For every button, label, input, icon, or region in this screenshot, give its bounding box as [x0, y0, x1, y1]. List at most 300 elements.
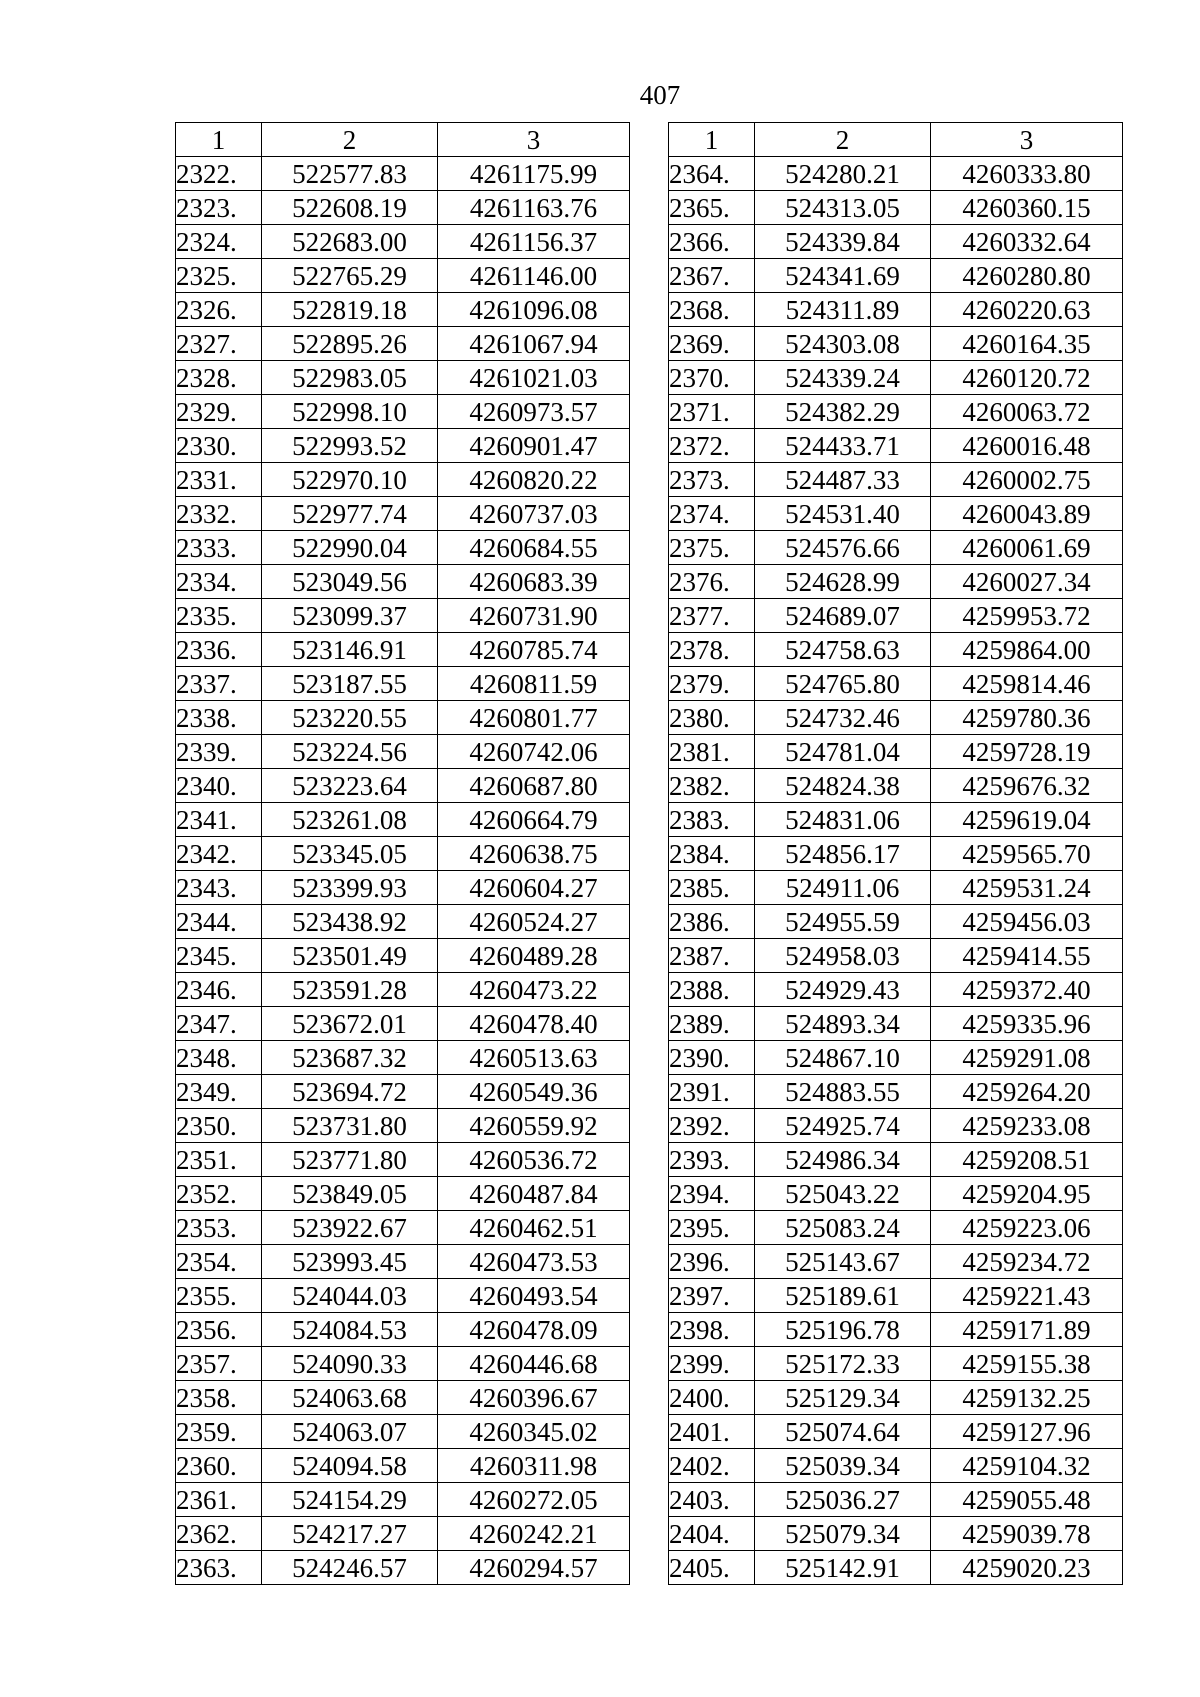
coordinate-y: 4260242.21: [438, 1517, 630, 1551]
table-row: [176, 1415, 630, 1449]
coordinate-x: 524154.29: [262, 1483, 438, 1517]
coordinate-y: 4260683.39: [438, 565, 630, 599]
table-row: [176, 837, 630, 871]
coordinate-x: 523345.05: [262, 837, 438, 871]
table-row: [176, 361, 630, 395]
coordinate-y: 4260462.51: [438, 1211, 630, 1245]
coordinate-y: 4259234.72: [931, 1245, 1123, 1279]
coordinate-y: 4259208.51: [931, 1143, 1123, 1177]
coordinate-y: 4260333.80: [931, 157, 1123, 191]
coordinate-x: 525036.27: [755, 1483, 931, 1517]
point-number: 2394.: [669, 1177, 755, 1211]
coordinate-y: 4259223.06: [931, 1211, 1123, 1245]
coordinate-x: 525142.91: [755, 1551, 931, 1585]
coordinate-y: 4260559.92: [438, 1109, 630, 1143]
point-number: 2363.: [176, 1551, 262, 1585]
coordinate-y: 4259132.25: [931, 1381, 1123, 1415]
table-row: [669, 361, 1123, 395]
coordinate-x: 523220.55: [262, 701, 438, 735]
table-row: [176, 1143, 630, 1177]
coordinate-x: 524781.04: [755, 735, 931, 769]
point-number: 2331.: [176, 463, 262, 497]
table-row: [176, 973, 630, 1007]
coordinate-y: 4260493.54: [438, 1279, 630, 1313]
coordinate-x: 525129.34: [755, 1381, 931, 1415]
coordinate-y: 4259676.32: [931, 769, 1123, 803]
coordinate-y: 4260638.75: [438, 837, 630, 871]
table-row: [176, 939, 630, 973]
coordinate-y: 4259953.72: [931, 599, 1123, 633]
coordinate-y: 4259233.08: [931, 1109, 1123, 1143]
coordinate-x: 524433.71: [755, 429, 931, 463]
coordinate-y: 4261156.37: [438, 225, 630, 259]
coordinate-x: 524313.05: [755, 191, 931, 225]
coordinate-x: 522998.10: [262, 395, 438, 429]
point-number: 2336.: [176, 633, 262, 667]
coordinate-y: 4260446.68: [438, 1347, 630, 1381]
table-row: [176, 225, 630, 259]
coordinate-y: 4259055.48: [931, 1483, 1123, 1517]
table-row: [669, 973, 1123, 1007]
header-col-1: 1: [669, 123, 755, 157]
coordinate-x: 525039.34: [755, 1449, 931, 1483]
point-number: 2361.: [176, 1483, 262, 1517]
coordinate-x: 524732.46: [755, 701, 931, 735]
coordinates-table-left: [175, 122, 630, 1585]
table-row: [176, 1041, 630, 1075]
coordinate-y: 4260332.64: [931, 225, 1123, 259]
coordinate-x: 522608.19: [262, 191, 438, 225]
coordinate-x: 523501.49: [262, 939, 438, 973]
point-number: 2380.: [669, 701, 755, 735]
coordinate-y: 4259728.19: [931, 735, 1123, 769]
coordinate-y: 4260345.02: [438, 1415, 630, 1449]
coordinate-y: 4260737.03: [438, 497, 630, 531]
coordinate-x: 524311.89: [755, 293, 931, 327]
coordinate-y: 4259127.96: [931, 1415, 1123, 1449]
header-col-2: 2: [755, 123, 931, 157]
coordinate-x: 524531.40: [755, 497, 931, 531]
coordinate-y: 4260478.40: [438, 1007, 630, 1041]
coordinate-y: 4259221.43: [931, 1279, 1123, 1313]
point-number: 2382.: [669, 769, 755, 803]
coordinate-x: 524576.66: [755, 531, 931, 565]
coordinate-y: 4259565.70: [931, 837, 1123, 871]
coordinate-y: 4260973.57: [438, 395, 630, 429]
point-number: 2405.: [669, 1551, 755, 1585]
table-row: [176, 803, 630, 837]
coordinate-x: 524911.06: [755, 871, 931, 905]
coordinate-x: 524958.03: [755, 939, 931, 973]
table-row: [176, 293, 630, 327]
table-row: [669, 837, 1123, 871]
table-row: [176, 905, 630, 939]
table-row: [176, 1517, 630, 1551]
table-row: [176, 1449, 630, 1483]
coordinate-x: 524628.99: [755, 565, 931, 599]
coordinate-y: 4260664.79: [438, 803, 630, 837]
coordinate-x: 524824.38: [755, 769, 931, 803]
coordinate-y: 4261163.76: [438, 191, 630, 225]
point-number: 2381.: [669, 735, 755, 769]
coordinate-x: 523099.37: [262, 599, 438, 633]
table-row: [669, 1143, 1123, 1177]
point-number: 2327.: [176, 327, 262, 361]
coordinate-y: 4260742.06: [438, 735, 630, 769]
table-row: [669, 1347, 1123, 1381]
coordinate-y: 4260272.05: [438, 1483, 630, 1517]
point-number: 2384.: [669, 837, 755, 871]
coordinate-y: 4260820.22: [438, 463, 630, 497]
point-number: 2340.: [176, 769, 262, 803]
point-number: 2398.: [669, 1313, 755, 1347]
table-row: [669, 1211, 1123, 1245]
table-row: [176, 1211, 630, 1245]
point-number: 2370.: [669, 361, 755, 395]
coordinate-x: 524339.84: [755, 225, 931, 259]
coordinate-x: 524339.24: [755, 361, 931, 395]
point-number: 2347.: [176, 1007, 262, 1041]
coordinate-y: 4259171.89: [931, 1313, 1123, 1347]
coordinate-y: 4259372.40: [931, 973, 1123, 1007]
table-row: [669, 1551, 1123, 1585]
table-header-row: [176, 123, 630, 157]
coordinate-y: 4260280.80: [931, 259, 1123, 293]
coordinate-x: 524689.07: [755, 599, 931, 633]
coordinate-x: 522895.26: [262, 327, 438, 361]
coordinate-x: 524893.34: [755, 1007, 931, 1041]
point-number: 2373.: [669, 463, 755, 497]
point-number: 2375.: [669, 531, 755, 565]
coordinate-x: 524341.69: [755, 259, 931, 293]
page-number: 407: [639, 80, 681, 110]
table-row: [176, 531, 630, 565]
point-number: 2354.: [176, 1245, 262, 1279]
table-row: [176, 1313, 630, 1347]
coordinate-x: 524487.33: [755, 463, 931, 497]
header-col-3: 3: [931, 123, 1123, 157]
coordinate-y: 4259864.00: [931, 633, 1123, 667]
table-row: [669, 463, 1123, 497]
table-row: [669, 735, 1123, 769]
coordinate-x: 525074.64: [755, 1415, 931, 1449]
coordinate-y: 4260487.84: [438, 1177, 630, 1211]
table-row: [669, 769, 1123, 803]
coordinate-y: 4259264.20: [931, 1075, 1123, 1109]
coordinate-y: 4259155.38: [931, 1347, 1123, 1381]
coordinate-x: 524883.55: [755, 1075, 931, 1109]
coordinates-table-right: [668, 122, 1123, 1585]
coordinate-y: 4260120.72: [931, 361, 1123, 395]
table-row: [669, 1041, 1123, 1075]
point-number: 2371.: [669, 395, 755, 429]
point-number: 2390.: [669, 1041, 755, 1075]
coordinate-x: 524831.06: [755, 803, 931, 837]
coordinate-y: 4259456.03: [931, 905, 1123, 939]
coordinate-x: 523993.45: [262, 1245, 438, 1279]
coordinate-x: 523187.55: [262, 667, 438, 701]
coordinate-x: 523261.08: [262, 803, 438, 837]
table-row: [176, 769, 630, 803]
table-row: [176, 1347, 630, 1381]
coordinate-y: 4261146.00: [438, 259, 630, 293]
point-number: 2344.: [176, 905, 262, 939]
coordinate-x: 524063.07: [262, 1415, 438, 1449]
point-number: 2399.: [669, 1347, 755, 1381]
table-row: [176, 565, 630, 599]
coordinate-y: 4260016.48: [931, 429, 1123, 463]
coordinate-y: 4259104.32: [931, 1449, 1123, 1483]
coordinate-x: 522577.83: [262, 157, 438, 191]
coordinate-y: 4259039.78: [931, 1517, 1123, 1551]
coordinate-y: 4259414.55: [931, 939, 1123, 973]
point-number: 2393.: [669, 1143, 755, 1177]
coordinate-y: 4260473.53: [438, 1245, 630, 1279]
coordinate-x: 523694.72: [262, 1075, 438, 1109]
point-number: 2324.: [176, 225, 262, 259]
point-number: 2352.: [176, 1177, 262, 1211]
point-number: 2400.: [669, 1381, 755, 1415]
table-row: [176, 1109, 630, 1143]
header-col-3: 3: [438, 123, 630, 157]
coordinate-y: 4260294.57: [438, 1551, 630, 1585]
point-number: 2357.: [176, 1347, 262, 1381]
coordinate-x: 524765.80: [755, 667, 931, 701]
table-row: [176, 633, 630, 667]
table-row: [669, 429, 1123, 463]
coordinate-x: 522819.18: [262, 293, 438, 327]
point-number: 2349.: [176, 1075, 262, 1109]
coordinate-x: 524084.53: [262, 1313, 438, 1347]
table-row: [669, 1245, 1123, 1279]
point-number: 2402.: [669, 1449, 755, 1483]
table-row: [176, 1177, 630, 1211]
table-row: [669, 701, 1123, 735]
point-number: 2386.: [669, 905, 755, 939]
coordinate-x: 524986.34: [755, 1143, 931, 1177]
coordinate-y: 4260360.15: [931, 191, 1123, 225]
table-row: [176, 327, 630, 361]
coordinate-y: 4260811.59: [438, 667, 630, 701]
coordinate-x: 524044.03: [262, 1279, 438, 1313]
table-row: [176, 1381, 630, 1415]
coordinate-x: 522970.10: [262, 463, 438, 497]
header-col-2: 2: [262, 123, 438, 157]
point-number: 2364.: [669, 157, 755, 191]
table-header-row: [669, 123, 1123, 157]
point-number: 2322.: [176, 157, 262, 191]
coordinate-y: 4259204.95: [931, 1177, 1123, 1211]
coordinate-y: 4259814.46: [931, 667, 1123, 701]
table-row: [176, 395, 630, 429]
coordinate-y: 4260063.72: [931, 395, 1123, 429]
coordinate-y: 4261175.99: [438, 157, 630, 191]
point-number: 2334.: [176, 565, 262, 599]
point-number: 2329.: [176, 395, 262, 429]
point-number: 2374.: [669, 497, 755, 531]
coordinate-y: 4260489.28: [438, 939, 630, 973]
coordinate-y: 4259291.08: [931, 1041, 1123, 1075]
point-number: 2360.: [176, 1449, 262, 1483]
point-number: 2345.: [176, 939, 262, 973]
coordinate-x: 524303.08: [755, 327, 931, 361]
point-number: 2333.: [176, 531, 262, 565]
coordinate-y: 4261096.08: [438, 293, 630, 327]
table-row: [669, 1279, 1123, 1313]
coordinate-x: 523399.93: [262, 871, 438, 905]
point-number: 2376.: [669, 565, 755, 599]
coordinate-y: 4260604.27: [438, 871, 630, 905]
header-col-1: 1: [176, 123, 262, 157]
coordinate-y: 4260536.72: [438, 1143, 630, 1177]
coordinate-x: 523049.56: [262, 565, 438, 599]
coordinate-y: 4260513.63: [438, 1041, 630, 1075]
coordinate-y: 4260687.80: [438, 769, 630, 803]
point-number: 2395.: [669, 1211, 755, 1245]
table-row: [669, 327, 1123, 361]
point-number: 2385.: [669, 871, 755, 905]
point-number: 2332.: [176, 497, 262, 531]
point-number: 2362.: [176, 1517, 262, 1551]
coordinate-x: 524758.63: [755, 633, 931, 667]
coordinate-y: 4260684.55: [438, 531, 630, 565]
coordinate-x: 523438.92: [262, 905, 438, 939]
table-row: [176, 1007, 630, 1041]
point-number: 2403.: [669, 1483, 755, 1517]
table-row: [669, 1313, 1123, 1347]
coordinate-x: 522993.52: [262, 429, 438, 463]
coordinate-x: 524090.33: [262, 1347, 438, 1381]
point-number: 2404.: [669, 1517, 755, 1551]
point-number: 2358.: [176, 1381, 262, 1415]
coordinate-x: 523223.64: [262, 769, 438, 803]
point-number: 2330.: [176, 429, 262, 463]
point-number: 2337.: [176, 667, 262, 701]
table-row: [669, 939, 1123, 973]
coordinate-x: 524856.17: [755, 837, 931, 871]
coordinate-x: 523687.32: [262, 1041, 438, 1075]
coordinate-y: 4259619.04: [931, 803, 1123, 837]
table-row: [669, 259, 1123, 293]
coordinate-x: 525189.61: [755, 1279, 931, 1313]
table-row: [176, 1551, 630, 1585]
coordinate-y: 4261021.03: [438, 361, 630, 395]
coordinate-y: 4260801.77: [438, 701, 630, 735]
coordinate-y: 4260901.47: [438, 429, 630, 463]
coordinate-y: 4260473.22: [438, 973, 630, 1007]
coordinate-x: 525172.33: [755, 1347, 931, 1381]
table-row: [669, 531, 1123, 565]
point-number: 2359.: [176, 1415, 262, 1449]
table-row: [176, 667, 630, 701]
table-row: [176, 497, 630, 531]
table-row: [669, 1449, 1123, 1483]
point-number: 2377.: [669, 599, 755, 633]
point-number: 2355.: [176, 1279, 262, 1313]
coordinate-x: 523591.28: [262, 973, 438, 1007]
point-number: 2401.: [669, 1415, 755, 1449]
coordinate-x: 523731.80: [262, 1109, 438, 1143]
point-number: 2365.: [669, 191, 755, 225]
coordinate-x: 523224.56: [262, 735, 438, 769]
table-row: [669, 1177, 1123, 1211]
table-row: [176, 735, 630, 769]
table-row: [669, 497, 1123, 531]
point-number: 2351.: [176, 1143, 262, 1177]
coordinate-y: 4260220.63: [931, 293, 1123, 327]
coordinate-x: 522977.74: [262, 497, 438, 531]
coordinate-x: 522683.00: [262, 225, 438, 259]
coordinate-x: 524925.74: [755, 1109, 931, 1143]
table-row: [176, 259, 630, 293]
point-number: 2368.: [669, 293, 755, 327]
coordinate-x: 524063.68: [262, 1381, 438, 1415]
table-row: [176, 1245, 630, 1279]
table-row: [669, 191, 1123, 225]
point-number: 2378.: [669, 633, 755, 667]
point-number: 2339.: [176, 735, 262, 769]
table-row: [669, 1483, 1123, 1517]
coordinate-x: 524929.43: [755, 973, 931, 1007]
point-number: 2328.: [176, 361, 262, 395]
coordinate-x: 524094.58: [262, 1449, 438, 1483]
coordinate-y: 4260731.90: [438, 599, 630, 633]
table-row: [176, 701, 630, 735]
coordinate-x: 523771.80: [262, 1143, 438, 1177]
coordinate-y: 4260311.98: [438, 1449, 630, 1483]
coordinate-y: 4260549.36: [438, 1075, 630, 1109]
table-row: [176, 599, 630, 633]
point-number: 2372.: [669, 429, 755, 463]
coordinate-y: 4260785.74: [438, 633, 630, 667]
point-number: 2323.: [176, 191, 262, 225]
coordinate-y: 4261067.94: [438, 327, 630, 361]
table-row: [176, 871, 630, 905]
table-row: [669, 905, 1123, 939]
point-number: 2325.: [176, 259, 262, 293]
coordinate-y: 4260164.35: [931, 327, 1123, 361]
point-number: 2383.: [669, 803, 755, 837]
coordinate-y: 4260478.09: [438, 1313, 630, 1347]
table-row: [669, 1381, 1123, 1415]
table-row: [669, 667, 1123, 701]
table-row: [669, 599, 1123, 633]
coordinate-x: 525043.22: [755, 1177, 931, 1211]
table-row: [176, 1075, 630, 1109]
coordinate-x: 522990.04: [262, 531, 438, 565]
coordinate-y: 4260524.27: [438, 905, 630, 939]
point-number: 2353.: [176, 1211, 262, 1245]
table-row: [669, 633, 1123, 667]
coordinate-x: 523146.91: [262, 633, 438, 667]
point-number: 2387.: [669, 939, 755, 973]
coordinate-x: 524382.29: [755, 395, 931, 429]
coordinate-y: 4260396.67: [438, 1381, 630, 1415]
coordinate-y: 4259335.96: [931, 1007, 1123, 1041]
table-row: [176, 429, 630, 463]
coordinate-x: 524246.57: [262, 1551, 438, 1585]
point-number: 2343.: [176, 871, 262, 905]
point-number: 2369.: [669, 327, 755, 361]
point-number: 2392.: [669, 1109, 755, 1143]
point-number: 2326.: [176, 293, 262, 327]
coordinate-x: 525083.24: [755, 1211, 931, 1245]
point-number: 2356.: [176, 1313, 262, 1347]
table-row: [669, 1007, 1123, 1041]
table-row: [669, 1415, 1123, 1449]
point-number: 2338.: [176, 701, 262, 735]
coordinate-y: 4260002.75: [931, 463, 1123, 497]
